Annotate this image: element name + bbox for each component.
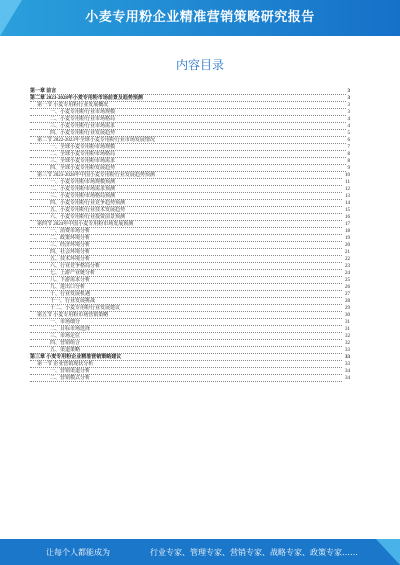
toc-entry[interactable] xyxy=(30,375,350,382)
toc-entry-title: 二、目标市场选择 xyxy=(50,327,91,332)
header-bar xyxy=(0,0,400,36)
toc-entry-page: 16 xyxy=(345,215,350,220)
toc-entry[interactable] xyxy=(30,193,350,200)
toc-entry-page: 33 xyxy=(345,348,350,353)
toc-entry-title: 四、社会环境分析 xyxy=(50,250,91,255)
toc-entry-page: 30 xyxy=(345,313,350,318)
toc-entry-page: 32 xyxy=(345,334,350,339)
toc-entry[interactable] xyxy=(30,130,350,137)
footer-corner-accent xyxy=(376,539,400,565)
toc-entry-title: 四、小麦专用粉行业发展趋势 xyxy=(50,131,116,136)
toc-entry-page: 6 xyxy=(347,138,350,143)
toc-entry[interactable] xyxy=(30,228,350,235)
toc-entry[interactable] xyxy=(30,186,350,193)
toc-entry-title: 一、小麦专用粉行业市场规模 xyxy=(50,110,116,115)
toc-entry-page: 20 xyxy=(345,243,350,248)
toc-entry[interactable] xyxy=(30,305,350,312)
toc-entry[interactable] xyxy=(30,158,350,165)
toc-entry-title: 三、全球小麦专用粉市场需求 xyxy=(50,159,116,164)
toc-entry-page: 13 xyxy=(345,194,350,199)
toc-entry-page: 18 xyxy=(345,229,350,234)
toc-entry-page: 32 xyxy=(345,341,350,346)
toc-entry-page: 23 xyxy=(345,264,350,269)
toc-entry[interactable] xyxy=(30,319,350,326)
toc-entry-page: 14 xyxy=(345,201,350,206)
toc-entry-page: 8 xyxy=(347,152,350,157)
toc-entry-page: 12 xyxy=(345,187,350,192)
toc-entry-title: 三、小麦专用粉市场格局预测 xyxy=(50,194,116,199)
toc-entry[interactable] xyxy=(30,221,350,228)
toc-entry-title: 四、营销组合 xyxy=(50,341,81,346)
toc-heading: 内容目录 xyxy=(175,58,224,72)
toc-entry[interactable] xyxy=(30,102,350,109)
toc-entry-page: 5 xyxy=(347,131,350,136)
toc-entry-title: 五、技术环境分析 xyxy=(50,257,91,262)
toc-entry[interactable] xyxy=(30,347,350,354)
toc-entry[interactable] xyxy=(30,249,350,256)
toc-entry[interactable] xyxy=(30,277,350,284)
report-title: 小麦专用粉企业精准营销策略研究报告 xyxy=(85,10,315,25)
toc-entry-page: 4 xyxy=(347,124,350,129)
toc-entry-title: 一、小麦专用粉市场规模预测 xyxy=(50,180,116,185)
toc-entry[interactable] xyxy=(30,354,350,361)
toc-entry-title: 六、小麦专用粉行业投资前景预测 xyxy=(50,215,126,220)
toc-entry-page: 28 xyxy=(345,299,350,304)
toc-entry-page: 33 xyxy=(345,355,350,360)
toc-entry[interactable] xyxy=(30,137,350,144)
toc-entry-page: 8 xyxy=(347,159,350,164)
toc-entry[interactable] xyxy=(30,340,350,347)
toc-entry-title: 二、小麦专用粉市场需求预测 xyxy=(50,187,116,192)
toc-entry[interactable] xyxy=(30,291,350,298)
toc-entry-title: 十二、小麦专用粉行业发展建议 xyxy=(50,306,121,311)
toc-entry-title: 第三章 小麦专用粉企业精准营销策略建议 xyxy=(30,355,122,360)
toc-entry-page: 7 xyxy=(347,145,350,150)
toc-entry-title: 七、上游产业链分析 xyxy=(50,271,96,276)
toc-entry[interactable] xyxy=(30,165,350,172)
toc-entry[interactable] xyxy=(30,242,350,249)
toc-entry-page: 3 xyxy=(347,110,350,115)
toc-entry-page: 3 xyxy=(347,96,350,101)
toc-entry-title: 第一节 企业营销现状分析 xyxy=(37,362,94,367)
toc-entry-title: 二、营销模式分析 xyxy=(50,376,91,381)
toc-entry-title: 十、行业发展机遇 xyxy=(50,292,91,297)
toc-entry-title: 五、渠道策略 xyxy=(50,348,81,353)
toc-entry-page: 29 xyxy=(345,306,350,311)
toc-entry-page: 9 xyxy=(347,166,350,171)
toc-entry-page: 3 xyxy=(347,89,350,94)
toc-entry-title: 第一章 前言 xyxy=(30,89,57,94)
toc-entry-page: 17 xyxy=(345,222,350,227)
toc-entry-title: 第二章 2023-2028年小麦专用粉市场前景及趋势预测 xyxy=(30,96,143,101)
toc-entry[interactable] xyxy=(30,151,350,158)
toc-entry-page: 33 xyxy=(345,362,350,367)
toc-entry[interactable] xyxy=(30,368,350,375)
toc-entry-page: 10 xyxy=(345,173,350,178)
toc-entry-page: 31 xyxy=(345,320,350,325)
toc-entry[interactable] xyxy=(30,214,350,221)
toc-entry-page: 15 xyxy=(345,208,350,213)
toc-entry-page: 24 xyxy=(345,271,350,276)
toc-entry[interactable] xyxy=(30,95,350,102)
footer-band xyxy=(0,539,400,565)
toc-entry-title: 四、全球小麦专用粉发展趋势 xyxy=(50,166,116,171)
table-of-contents xyxy=(30,88,350,382)
toc-entry-page: 21 xyxy=(345,250,350,255)
toc-entry[interactable] xyxy=(30,109,350,116)
toc-entry[interactable] xyxy=(30,284,350,291)
toc-entry[interactable] xyxy=(30,361,350,368)
toc-entry[interactable] xyxy=(30,200,350,207)
toc-entry-title: 第五节 小麦专用粉市场营销策略 xyxy=(37,313,109,318)
toc-entry-page: 34 xyxy=(345,376,350,381)
toc-entry[interactable] xyxy=(30,333,350,340)
toc-entry[interactable] xyxy=(30,326,350,333)
toc-entry[interactable] xyxy=(30,263,350,270)
toc-entry-title: 四、小麦专用粉行业竞争趋势预测 xyxy=(50,201,126,206)
toc-entry-page: 34 xyxy=(345,369,350,374)
toc-entry-page: 26 xyxy=(345,285,350,290)
toc-entry-page: 22 xyxy=(345,257,350,262)
toc-entry-title: 九、进出口分析 xyxy=(50,285,86,290)
toc-entry[interactable] xyxy=(30,207,350,214)
toc-entry[interactable] xyxy=(30,144,350,151)
toc-entry[interactable] xyxy=(30,123,350,130)
toc-entry-title: 第一节 小麦专用粉行业发展概况 xyxy=(37,103,109,108)
toc-entry-title: 八、下游需求分析 xyxy=(50,278,91,283)
toc-entry[interactable] xyxy=(30,235,350,242)
footer-slogan-right: 行业专家、管理专家、营销专家、战略专家、政策专家…… xyxy=(150,548,358,557)
toc-entry[interactable] xyxy=(30,298,350,305)
footer-slogan-left: 让每个人都能成为 xyxy=(46,548,110,557)
toc-entry[interactable] xyxy=(30,88,350,95)
toc-entry-page: 31 xyxy=(345,327,350,332)
toc-entry-title: 三、经济环境分析 xyxy=(50,243,91,248)
toc-entry-page: 25 xyxy=(345,278,350,283)
toc-entry[interactable] xyxy=(30,116,350,123)
toc-entry[interactable] xyxy=(30,270,350,277)
toc-entry-title: 一、市场细分 xyxy=(50,320,81,325)
toc-entry-title: 六、行业竞争格局分析 xyxy=(50,264,101,269)
toc-entry-title: 三、小麦专用粉行业市场需求 xyxy=(50,124,116,129)
toc-entry-page: 11 xyxy=(345,180,350,185)
toc-entry[interactable] xyxy=(30,256,350,263)
toc-entry-title: 一、全球小麦专用粉市场规模 xyxy=(50,145,116,150)
toc-entry-title: 二、小麦专用粉行业市场格局 xyxy=(50,117,116,122)
toc-entry-title: 一、消费市场分析 xyxy=(50,229,91,234)
toc-entry[interactable] xyxy=(30,179,350,186)
toc-entry-page: 27 xyxy=(345,292,350,297)
toc-entry-title: 十一、行业发展挑战 xyxy=(50,299,96,304)
toc-entry[interactable] xyxy=(30,172,350,179)
toc-entry-title: 第四节 2024年中国小麦专用粉市场发展预测 xyxy=(37,222,134,227)
toc-entry-title: 二、政策环境分析 xyxy=(50,236,91,241)
toc-entry-page: 4 xyxy=(347,117,350,122)
toc-entry-title: 第二节 2022-2023年全球小麦专用粉行业市场发展情况 xyxy=(37,138,155,143)
toc-entry-title: 二、全球小麦专用粉市场格局 xyxy=(50,152,116,157)
toc-entry[interactable] xyxy=(30,312,350,319)
toc-entry-page: 19 xyxy=(345,236,350,241)
toc-entry-title: 一、营销渠道分析 xyxy=(50,369,91,374)
toc-entry-title: 第三节 2023-2028年中国小麦专用粉行业发展趋势预测 xyxy=(37,173,155,178)
toc-entry-page: 3 xyxy=(347,103,350,108)
toc-entry-title: 五、小麦专用粉行业技术发展趋势 xyxy=(50,208,126,213)
toc-entry-title: 三、市场定位 xyxy=(50,334,81,339)
